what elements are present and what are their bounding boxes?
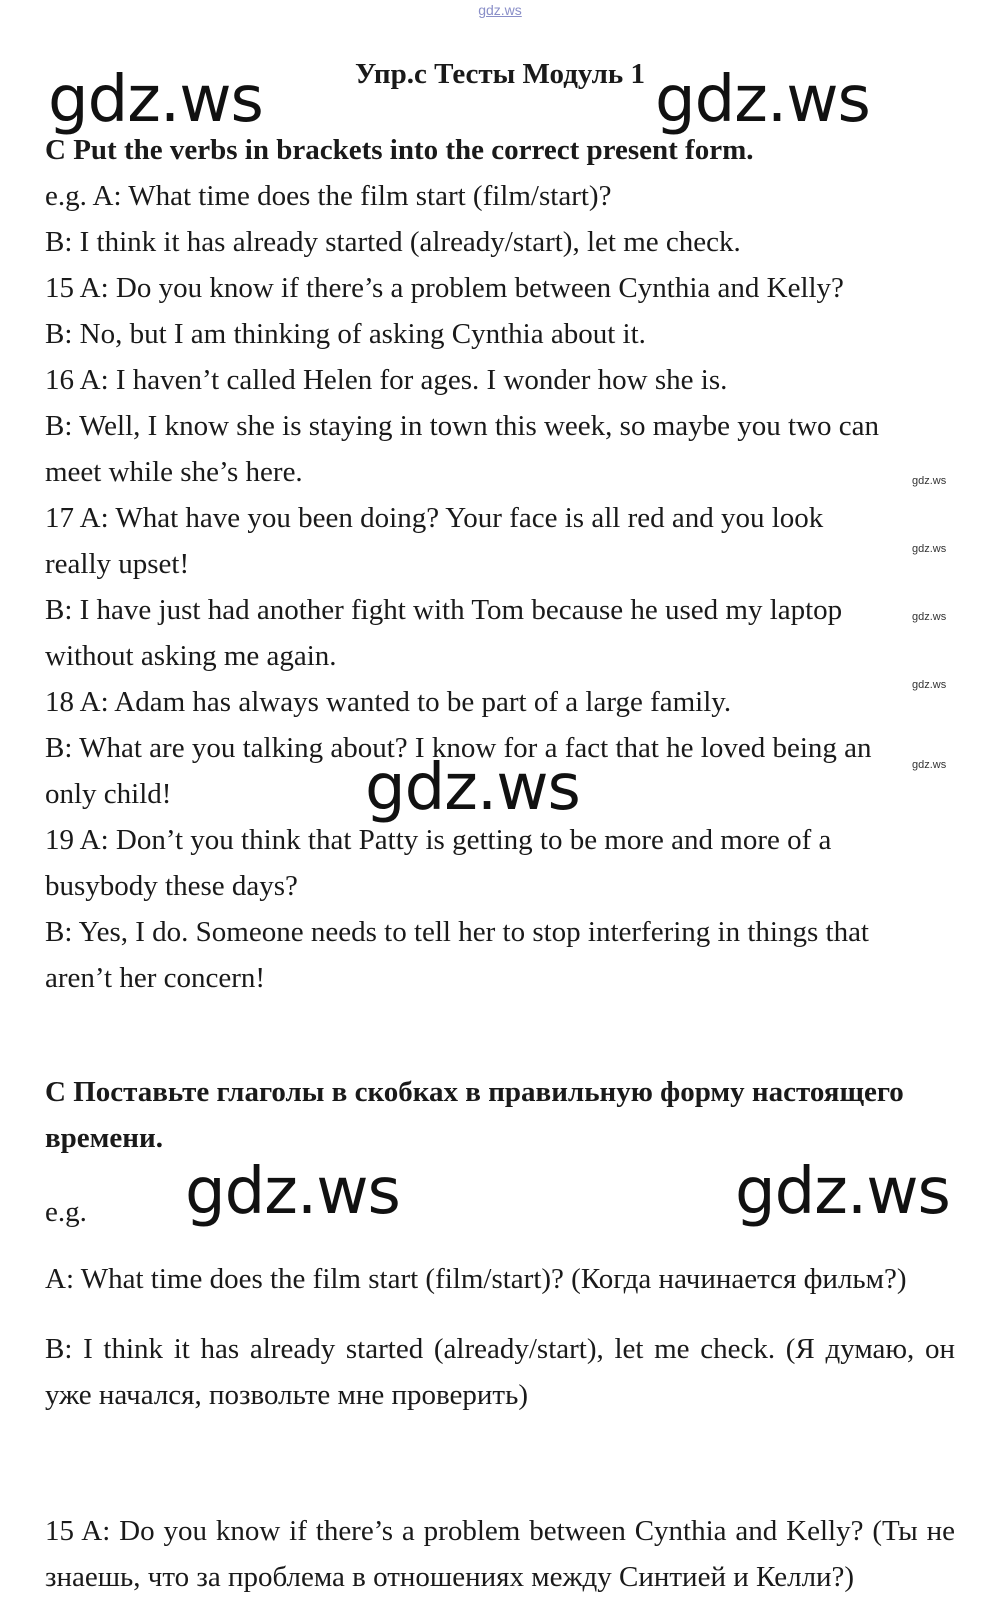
text-line: 16 A: I haven’t called Helen for ages. I wonder how she is. [45,364,728,396]
watermark-large: gdz.ws [655,63,870,137]
text-line: B: No, but I am thinking of asking Cynthia about it. [45,318,646,350]
text-line: B: What are you talking about? I know for a fact that he loved being an [45,732,872,764]
text-line: meet while she’s here. [45,456,303,488]
translation-paragraph: B: I think it has already started (already/start), let me check. (Я думаю, он уже начался, позвольте мне проверить) [45,1333,955,1411]
task-heading-english: C Put the verbs in brackets into the correct present form. [45,134,754,166]
text-line: 19 A: Don’t you think that Patty is getting to be more and more of a [45,824,832,856]
task-heading-russian-cont: времени. [45,1122,163,1154]
watermark-small: gdz.ws [912,543,947,555]
text-line: really upset! [45,548,190,580]
watermark-large: gdz.ws [48,63,263,137]
watermark-small: gdz.ws [912,475,947,487]
page-title: Упр.с Тесты Модуль 1 [354,58,646,90]
text-line: busybody these days? [45,870,298,902]
text-line: only child! [45,778,172,810]
text-line: without asking me again. [45,640,337,672]
text-line: aren’t her concern! [45,962,266,994]
watermark-top: gdz.ws [478,2,522,18]
watermark-large: gdz.ws [185,1155,400,1229]
text-line: B: I have just had another fight with Tom because he used my laptop [45,594,843,626]
watermark-large: gdz.ws [365,751,580,825]
text-line: 17 A: What have you been doing? Your face is all red and you look [45,502,824,534]
text-line: e.g. A: What time does the film start (film/start)? [45,180,612,212]
watermark-small: gdz.ws [912,611,947,623]
text-line: B: Yes, I do. Someone needs to tell her to stop interfering in things that [45,916,869,948]
watermark-small: gdz.ws [912,759,947,771]
text-line: 18 A: Adam has always wanted to be part of a large family. [45,686,732,718]
task-heading-russian: C Поставьте глаголы в скобках в правильную форму настоящего [45,1076,904,1108]
text-line: B: Well, I know she is staying in town this week, so maybe you two can [45,410,880,442]
translation-paragraph: A: What time does the film start (film/start)? (Когда начинается фильм?) [45,1263,907,1295]
translation-paragraph: 15 A: Do you know if there’s a problem between Cynthia and Kelly? (Ты не знаешь, что за проблема в отношениях между Синтией и Келли?) [45,1515,955,1593]
watermark-large: gdz.ws [735,1155,950,1229]
text-line: B: I think it has already started (already/start), let me check. [45,226,741,258]
watermark-small: gdz.ws [912,679,947,691]
text-line: 15 A: Do you know if there’s a problem between Cynthia and Kelly? [45,272,844,304]
example-label: e.g. [45,1196,87,1228]
